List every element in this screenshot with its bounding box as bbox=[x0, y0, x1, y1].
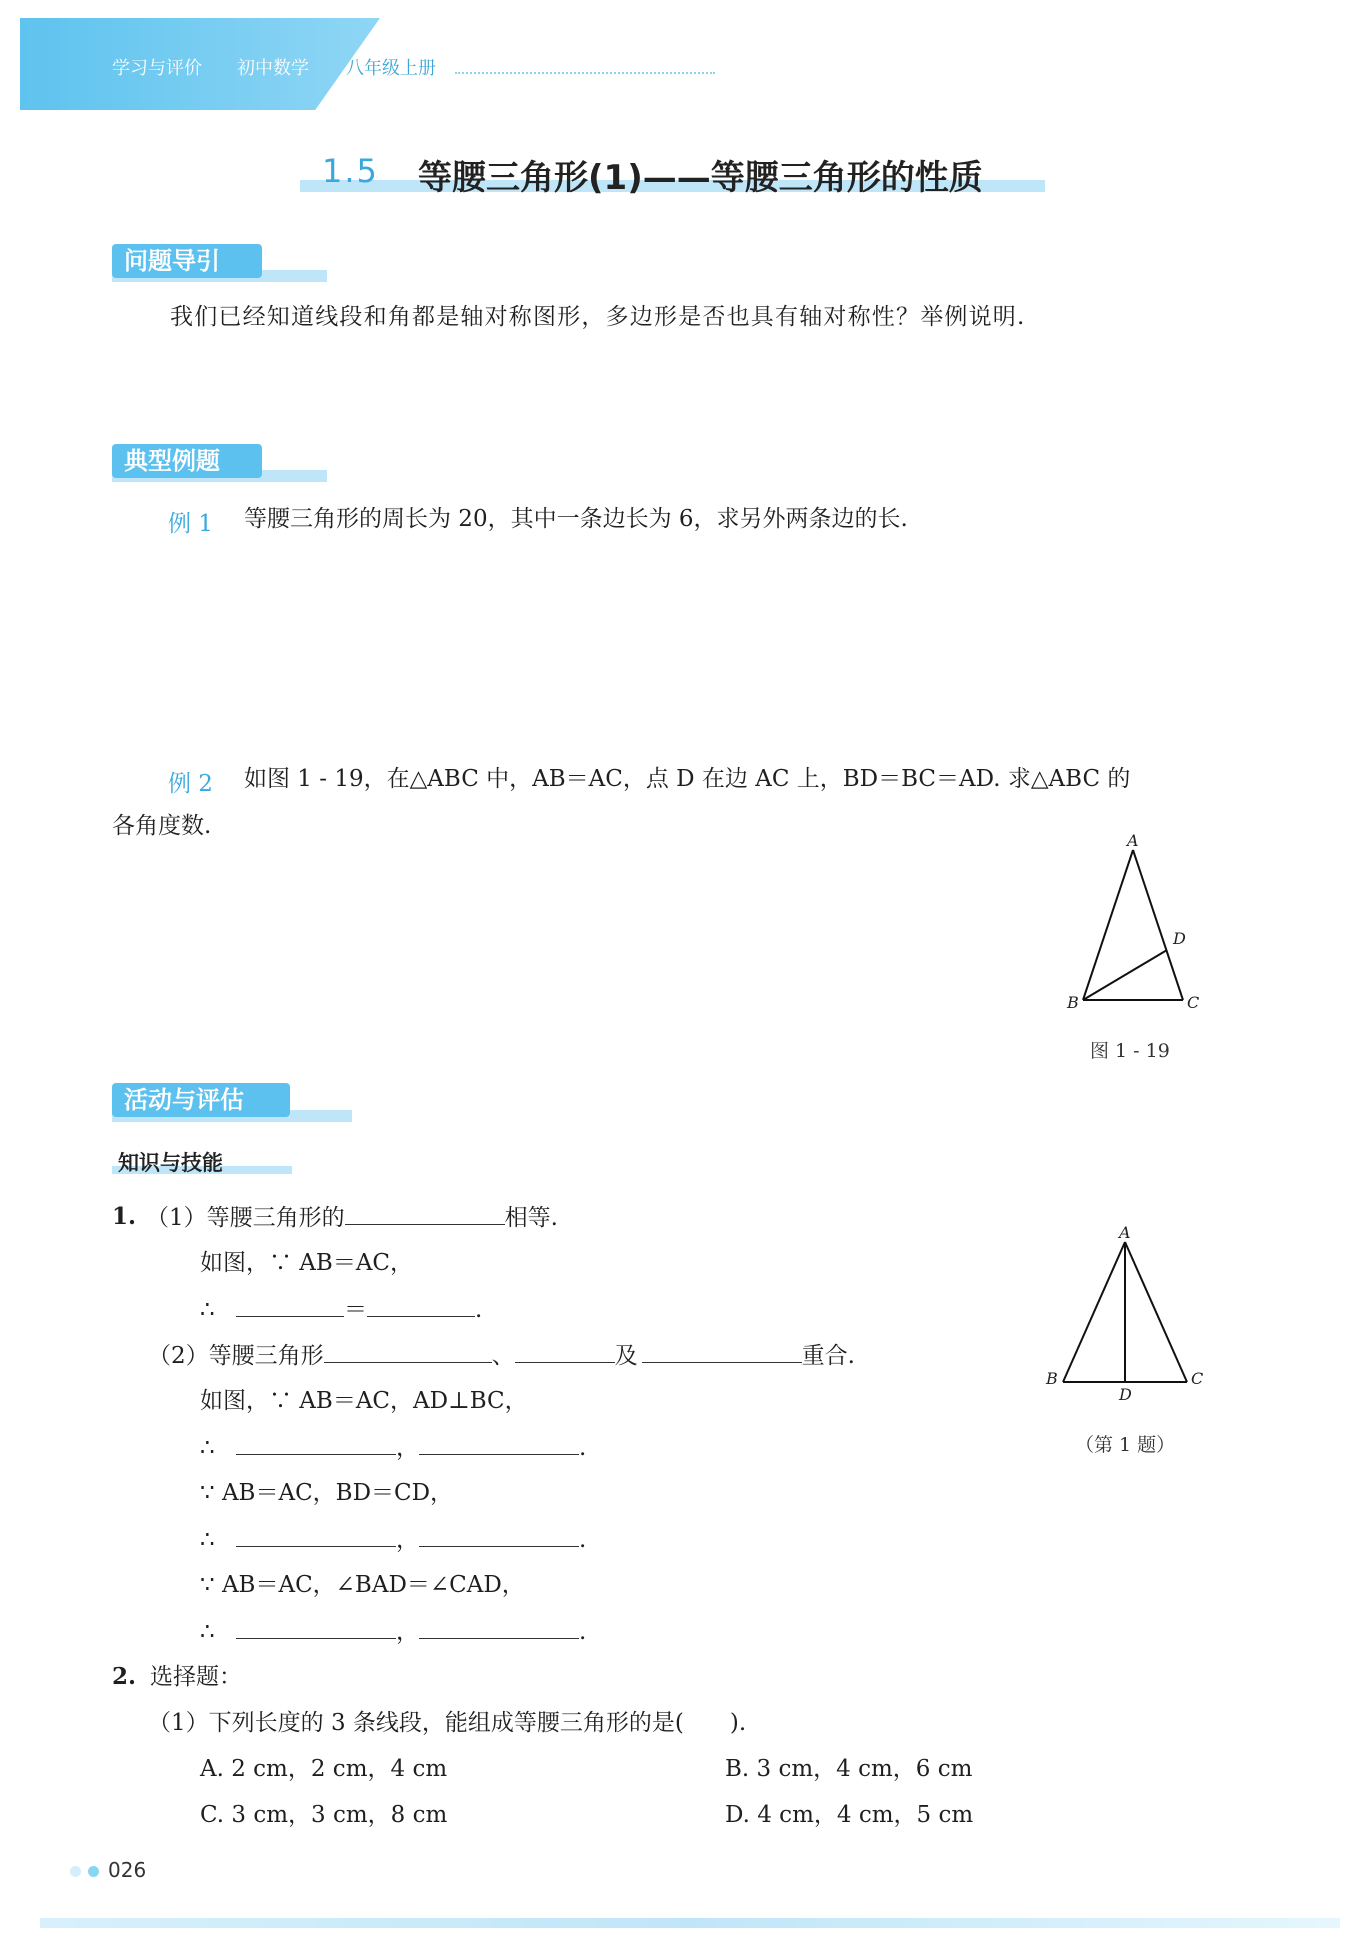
option-a[interactable]: A. 2 cm，2 cm，4 cm bbox=[200, 1756, 448, 1782]
q1-line-given-3: ∵ AB＝AC，BD＝CD， bbox=[200, 1480, 454, 1506]
q1-end-1: . bbox=[474, 1297, 483, 1323]
question-1-number: 1. bbox=[112, 1203, 137, 1230]
q1fig-label-a: A bbox=[1119, 1223, 1131, 1242]
option-b[interactable]: B. 3 cm，4 cm，6 cm bbox=[725, 1756, 973, 1782]
q1-part2-and: 及 bbox=[614, 1343, 638, 1369]
page-title: 等腰三角形(1)——等腰三角形的性质 bbox=[418, 158, 983, 198]
q1fig-label-b: B bbox=[1046, 1369, 1058, 1388]
fig-segment-bd bbox=[1083, 950, 1167, 1000]
header-series: 学习与评价 bbox=[112, 58, 202, 79]
q1-part1-line bbox=[146, 1202, 558, 1233]
q1-equals: ＝ bbox=[343, 1297, 367, 1323]
q1fig-side-ac bbox=[1125, 1242, 1187, 1382]
q1-blank-6[interactable] bbox=[642, 1340, 802, 1363]
q1-line-conclusion-1 bbox=[200, 1294, 482, 1325]
q1-blank-5[interactable] bbox=[515, 1340, 615, 1363]
example-2-line2: 各角度数. bbox=[112, 813, 212, 839]
q1-line-conclusion-3 bbox=[200, 1524, 586, 1555]
question-2-heading: 选择题： bbox=[150, 1664, 242, 1690]
option-c[interactable]: C. 3 cm，3 cm，8 cm bbox=[200, 1802, 448, 1828]
fig-side-ab bbox=[1083, 850, 1133, 1000]
fig-label-d: D bbox=[1173, 929, 1186, 948]
question-2-stem: （1）下列长度的 3 条线段，能组成等腰三角形的是( ). bbox=[148, 1710, 747, 1736]
figure-question-1 bbox=[1040, 1220, 1220, 1400]
q1-period-2: . bbox=[578, 1527, 587, 1553]
fig-label-a: A bbox=[1127, 831, 1139, 850]
q1fig-label-c: C bbox=[1191, 1369, 1204, 1388]
header-subject: 初中数学 bbox=[237, 58, 309, 79]
q1-blank-4[interactable] bbox=[324, 1340, 492, 1363]
q1-blank-8[interactable] bbox=[419, 1432, 579, 1455]
q1-blank-2[interactable] bbox=[236, 1294, 344, 1317]
q1-blank-10[interactable] bbox=[419, 1524, 579, 1547]
q1-comma-2: ， bbox=[395, 1527, 419, 1553]
q1-comma-1: ， bbox=[395, 1435, 419, 1461]
activity-section-tag: 活动与评估 bbox=[112, 1083, 290, 1117]
option-d[interactable]: D. 4 cm，4 cm，5 cm bbox=[725, 1802, 974, 1828]
examples-section-tag: 典型例题 bbox=[112, 444, 262, 478]
figure-1-19 bbox=[1055, 828, 1225, 1028]
q1-blank-3[interactable] bbox=[367, 1294, 475, 1317]
q1-blank-1[interactable] bbox=[345, 1202, 505, 1225]
q1-therefore-3: ∴ bbox=[200, 1527, 215, 1553]
intro-section-tag: 问题导引 bbox=[112, 244, 262, 278]
example-1-text: 等腰三角形的周长为 20，其中一条边长为 6，求另外两条边的长. bbox=[244, 506, 908, 532]
q1-part2-line bbox=[148, 1340, 855, 1371]
example-2-line1: 如图 1 - 19，在△ABC 中，AB＝AC，点 D 在边 AC 上，BD＝BC＝AD. 求△ABC 的 bbox=[244, 766, 1131, 792]
page-dot-1 bbox=[70, 1866, 81, 1877]
q1-part2-prefix: （2）等腰三角形 bbox=[148, 1343, 324, 1369]
header-divider bbox=[455, 72, 715, 74]
q1-line-given-1: 如图，∵ AB＝AC， bbox=[200, 1250, 414, 1276]
q1-therefore-1: ∴ bbox=[200, 1297, 215, 1323]
fig-label-b: B bbox=[1067, 993, 1079, 1012]
intro-text: 我们已经知道线段和角都是轴对称图形，多边形是否也具有轴对称性？举例说明. bbox=[170, 304, 1026, 330]
q1-blank-11[interactable] bbox=[236, 1616, 396, 1639]
q1-line-given-4: ∵ AB＝AC，∠BAD＝∠CAD， bbox=[200, 1572, 525, 1598]
page-number: 026 bbox=[108, 1858, 147, 1882]
q1-part2-suffix: 重合. bbox=[801, 1343, 855, 1369]
q1-blank-7[interactable] bbox=[236, 1432, 396, 1455]
fig-label-c: C bbox=[1187, 993, 1200, 1012]
q1-period-3: . bbox=[578, 1619, 587, 1645]
section-number: 1.5 bbox=[322, 152, 379, 190]
q1-blank-12[interactable] bbox=[419, 1616, 579, 1639]
q1-part2-sep: 、 bbox=[491, 1343, 515, 1369]
q1-part1-prefix: （1）等腰三角形的 bbox=[146, 1205, 345, 1231]
q1-line-conclusion-4 bbox=[200, 1616, 586, 1647]
q1-line-conclusion-2 bbox=[200, 1432, 586, 1463]
q1-therefore-2: ∴ bbox=[200, 1435, 215, 1461]
page-dot-2 bbox=[88, 1866, 99, 1877]
q1-blank-9[interactable] bbox=[236, 1524, 396, 1547]
question-2-number: 2. bbox=[112, 1663, 137, 1690]
q1-period-1: . bbox=[578, 1435, 587, 1461]
q1fig-side-ab bbox=[1063, 1242, 1125, 1382]
example-2-label: 例 2 bbox=[168, 771, 213, 797]
q1-line-given-2: 如图，∵ AB＝AC，AD⊥BC， bbox=[200, 1388, 528, 1414]
example-1-label: 例 1 bbox=[168, 511, 213, 537]
q1-comma-3: ， bbox=[395, 1619, 419, 1645]
q1-part1-suffix: 相等. bbox=[504, 1205, 558, 1231]
q1fig-label-d: D bbox=[1119, 1385, 1132, 1400]
footer-band bbox=[40, 1918, 1340, 1928]
header-grade: 八年级上册 bbox=[346, 58, 436, 79]
fig-side-ac bbox=[1133, 850, 1183, 1000]
q1-therefore-4: ∴ bbox=[200, 1619, 215, 1645]
skills-subheading: 知识与技能 bbox=[118, 1151, 223, 1175]
figure-1-19-caption: 图 1 - 19 bbox=[1090, 1040, 1170, 1062]
figure-question-1-caption: （第 1 题） bbox=[1075, 1434, 1176, 1456]
